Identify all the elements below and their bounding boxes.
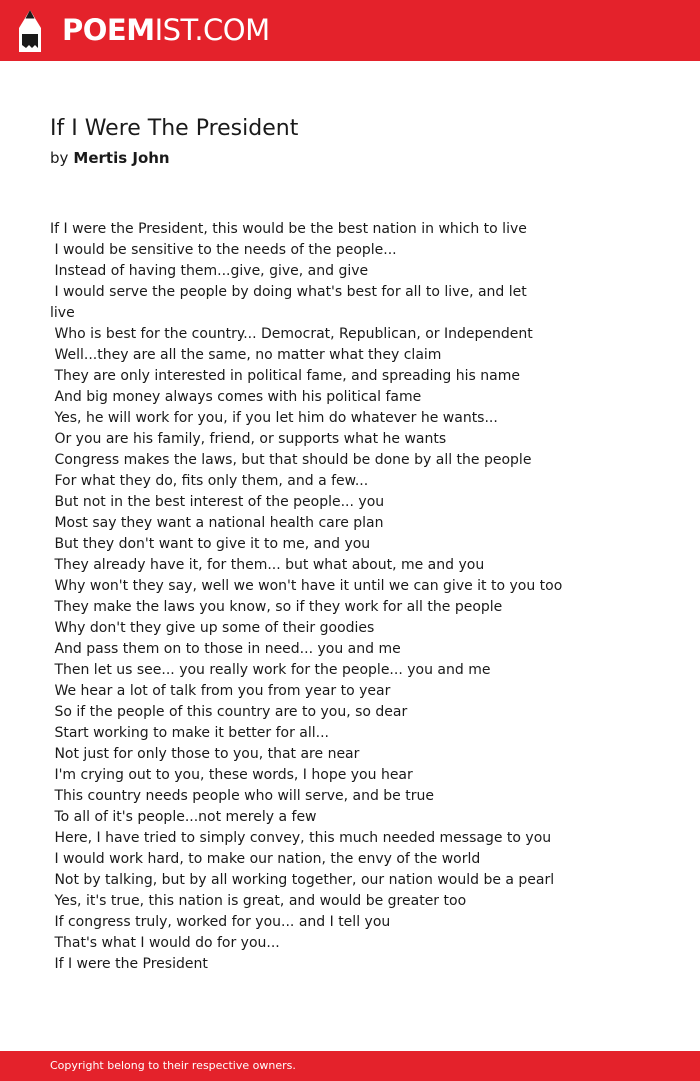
poem-line: They make the laws you know, so if they work for all the people <box>50 599 503 615</box>
poem-line: I would be sensitive to the needs of the people... <box>50 242 397 258</box>
poem-line: They are only interested in political fame, and spreading his name <box>50 368 520 384</box>
poem-line: live <box>50 305 75 321</box>
poem-line: But not in the best interest of the people... you <box>50 494 385 510</box>
poem-line: If I were the President <box>50 956 208 972</box>
poem-line: That's what I would do for you... <box>50 935 280 951</box>
poem-line: Most say they want a national health care plan <box>50 515 384 531</box>
author-name: Mertis John <box>73 149 170 167</box>
poem-line: So if the people of this country are to you, so dear <box>50 704 408 720</box>
poem-line: Who is best for the country... Democrat, Republican, or Independent <box>50 326 533 342</box>
poem-line: Not just for only those to you, that are near <box>50 746 360 762</box>
poem-line: If I were the President, this would be the best nation in which to live <box>50 221 527 237</box>
poem-line: Start working to make it better for all... <box>50 725 330 741</box>
poem-line: Not by talking, but by all working together, our nation would be a pearl <box>50 872 555 888</box>
poem-line: Then let us see... you really work for the people... you and me <box>50 662 491 678</box>
poem-line: Yes, it's true, this nation is great, and would be greater too <box>50 893 467 909</box>
poem-line: Why won't they say, well we won't have it until we can give it to you too <box>50 578 563 594</box>
poem-line: But they don't want to give it to me, and you <box>50 536 371 552</box>
poem-line: Yes, he will work for you, if you let him do whatever he wants... <box>50 410 498 426</box>
poem-line: This country needs people who will serve, and be true <box>50 788 434 804</box>
poem-line: To all of it's people...not merely a few <box>50 809 317 825</box>
poem-line: I'm crying out to you, these words, I hope you hear <box>50 767 413 783</box>
poem-body <box>50 219 563 975</box>
poem-line: If congress truly, worked for you... and I tell you <box>50 914 391 930</box>
logo-text-light: IST.COM <box>154 13 270 47</box>
byline <box>50 149 170 167</box>
poem-title: If I Were The President <box>50 116 299 141</box>
poem-line: They already have it, for them... but what about, me and you <box>50 557 485 573</box>
copyright-text: Copyright belong to their respective owners. <box>50 1059 296 1072</box>
poem-line: Congress makes the laws, but that should be done by all the people <box>50 452 532 468</box>
logo-text-bold: POEM <box>62 13 155 47</box>
poem-line: I would serve the people by doing what's best for all to live, and let <box>50 284 527 300</box>
by-label: by <box>50 149 69 167</box>
poem-line: For what they do, fits only them, and a few... <box>50 473 369 489</box>
poem-line: Why don't they give up some of their goodies <box>50 620 375 636</box>
poem-line: And big money always comes with his political fame <box>50 389 422 405</box>
pencil-icon[interactable] <box>18 9 42 53</box>
poem-line: Or you are his family, friend, or supports what he wants <box>50 431 447 447</box>
poem-line: I would work hard, to make our nation, the envy of the world <box>50 851 481 867</box>
site-header <box>0 0 700 61</box>
site-footer <box>0 1051 700 1081</box>
poem-line: Instead of having them...give, give, and give <box>50 263 369 279</box>
poem-line: Well...they are all the same, no matter what they claim <box>50 347 442 363</box>
poem-line: Here, I have tried to simply convey, this much needed message to you <box>50 830 552 846</box>
poem-line: We hear a lot of talk from you from year to year <box>50 683 391 699</box>
poem-line: And pass them on to those in need... you and me <box>50 641 401 657</box>
site-logo[interactable] <box>62 10 270 50</box>
